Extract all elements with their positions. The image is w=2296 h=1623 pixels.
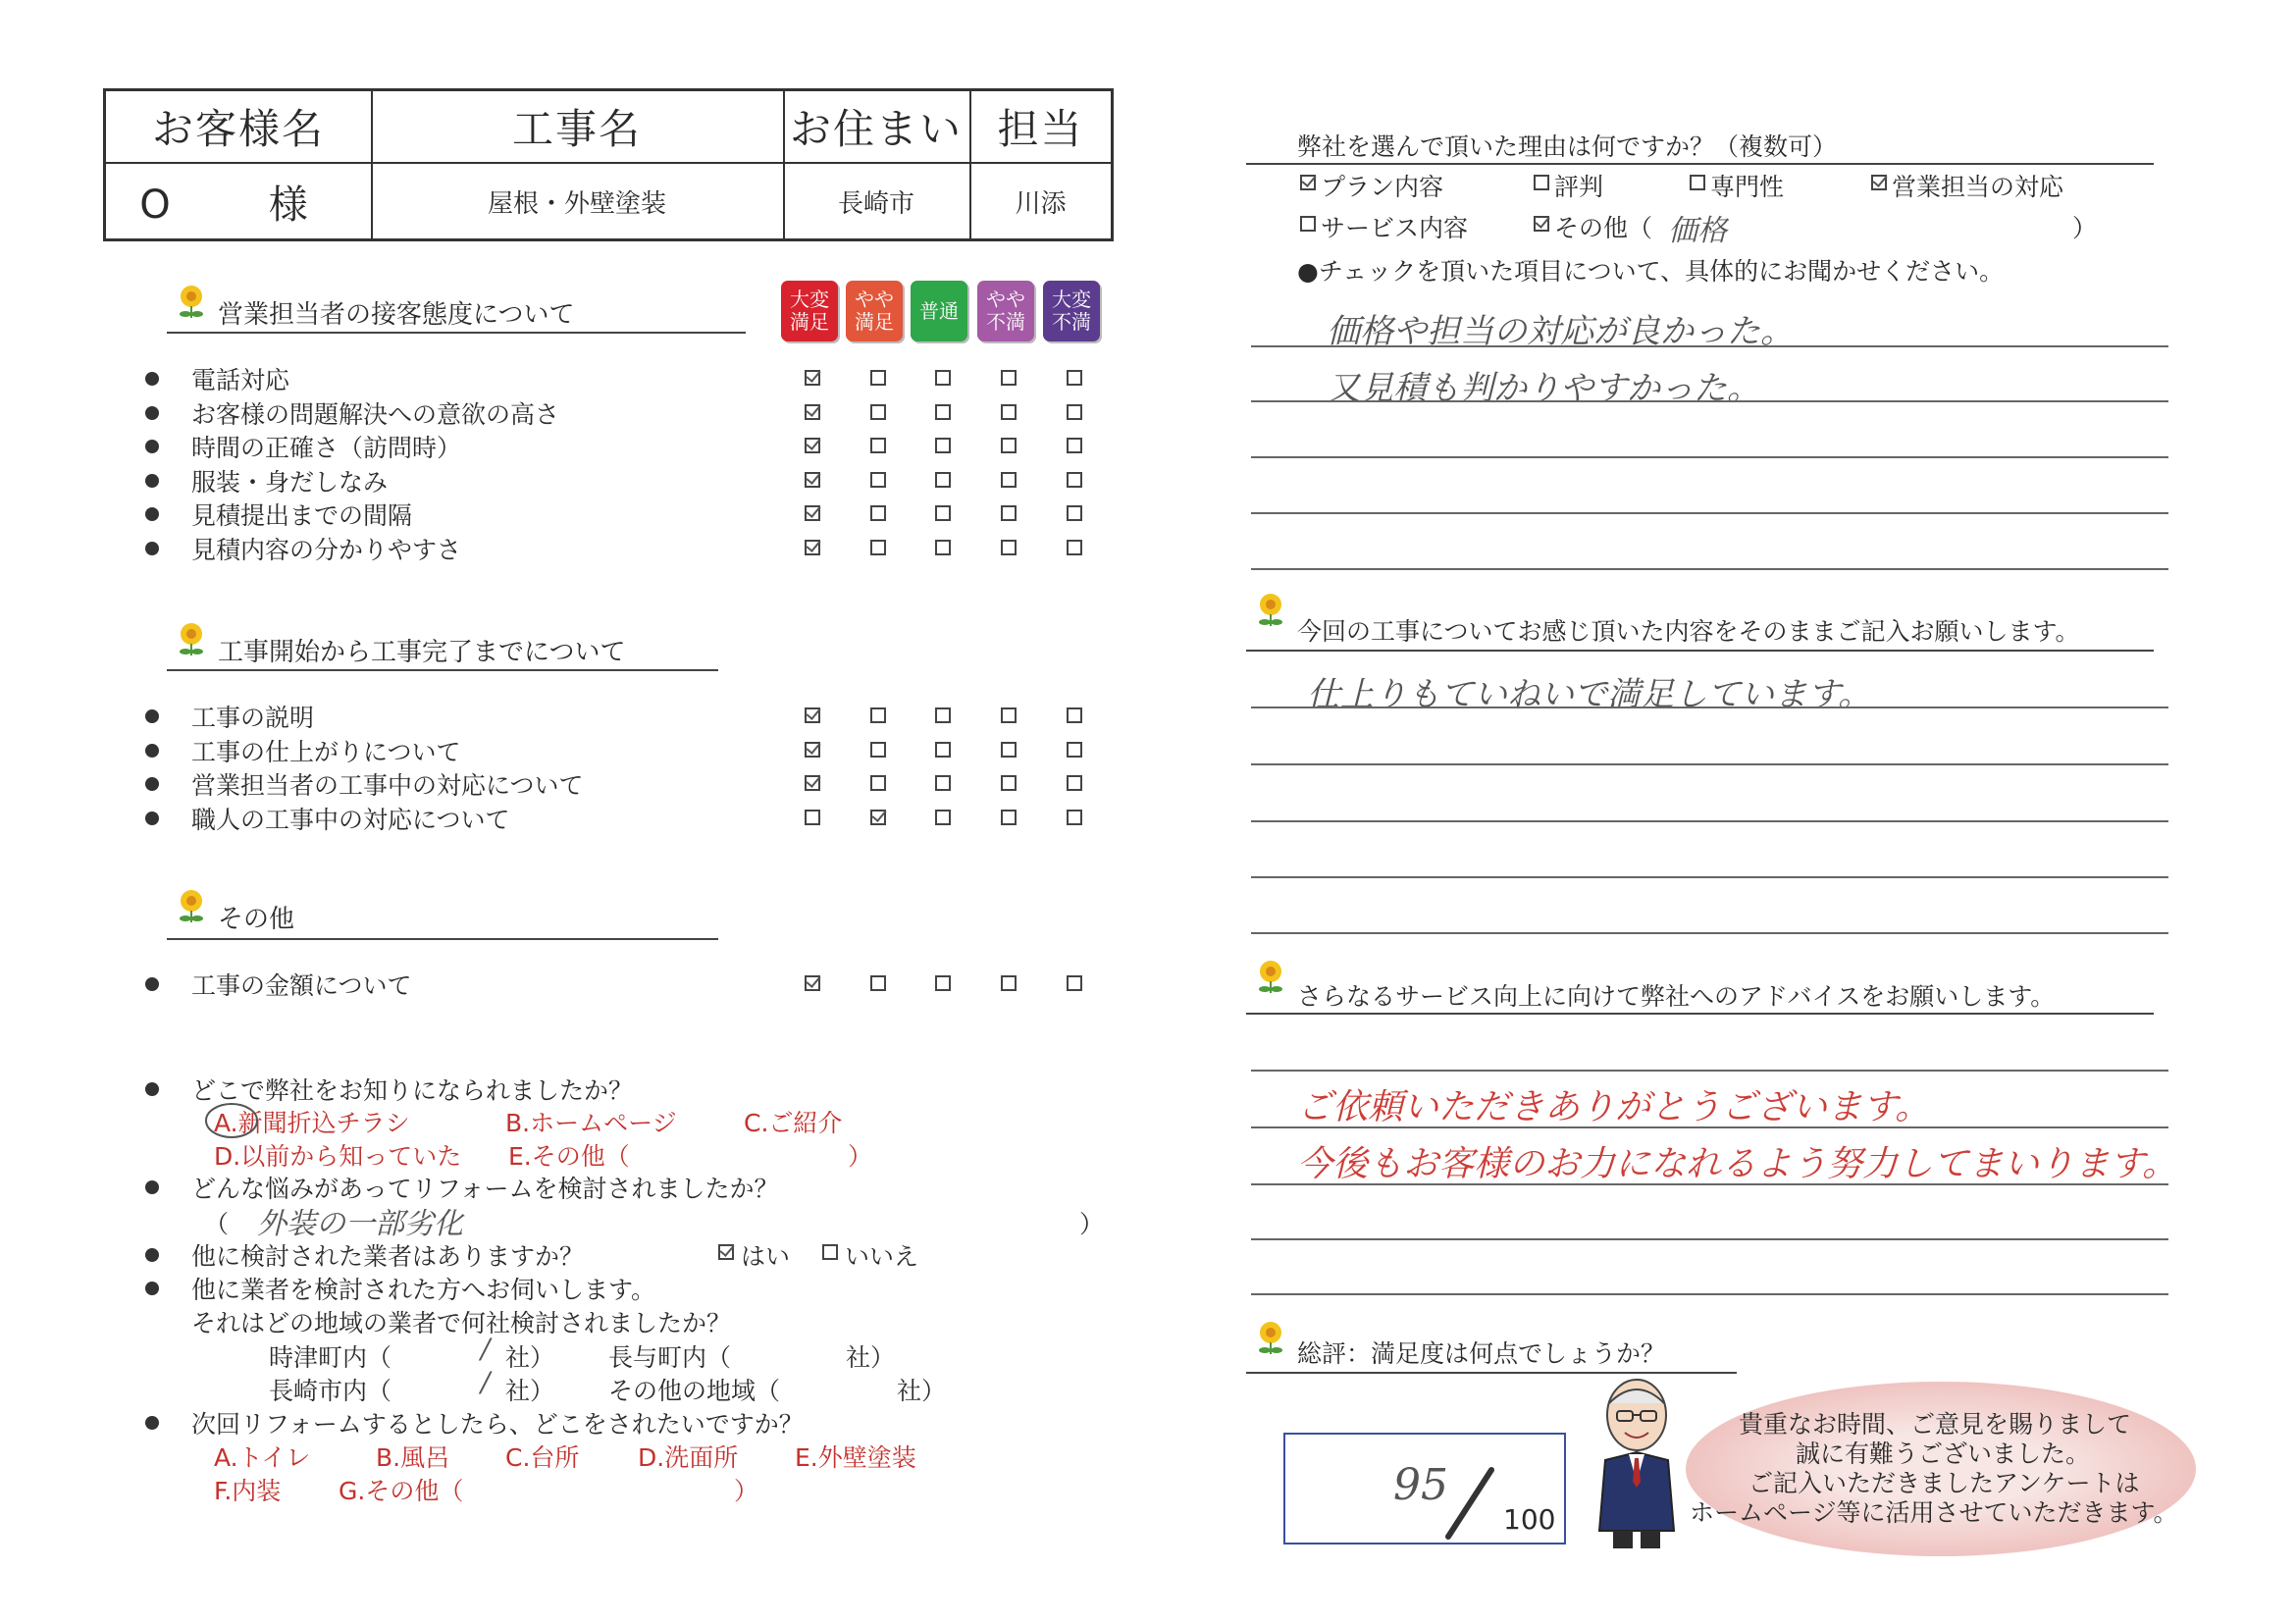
- staff-value: 川添: [1015, 188, 1067, 219]
- sales-item-label-2: 時間の正確さ（訪問時）: [191, 434, 462, 462]
- q5-option-b[interactable]: B.風呂: [376, 1443, 450, 1472]
- work-label: 工事名: [511, 105, 642, 153]
- other-item-0-rating-checkbox-3[interactable]: [1001, 975, 1017, 991]
- q3-text: 他に検討された業者はありますか？: [191, 1242, 585, 1271]
- area-others-unit: 社）: [897, 1377, 947, 1405]
- area-nagasaki-count[interactable]: /: [481, 1366, 491, 1398]
- thanks-line3: ご記入いただきましたアンケートは: [1748, 1469, 2140, 1497]
- sales-item-4-rating-checkbox-0[interactable]: [805, 505, 820, 521]
- construction-item-1-rating-checkbox-2[interactable]: [935, 742, 951, 758]
- construction-item-label-2: 営業担当者の工事中の対応について: [191, 771, 584, 800]
- detail-answer-line1[interactable]: 価格や担当の対応が良かった。: [1327, 312, 1794, 351]
- sales-item-label-4: 見積提出までの間隔: [191, 501, 413, 530]
- sales-item-3-rating-checkbox-4[interactable]: [1067, 472, 1082, 488]
- q1-option-a[interactable]: A.新聞折込チラシ: [214, 1109, 410, 1137]
- construction-item-1-rating-checkbox-0[interactable]: [805, 742, 820, 758]
- sales-item-2-rating-checkbox-3[interactable]: [1001, 438, 1017, 453]
- score-slash: [1440, 1464, 1499, 1543]
- q3-no-label: いいえ: [845, 1242, 919, 1271]
- thanks-line1: 貴重なお時間、ご意見を賜りまして: [1739, 1410, 2132, 1439]
- q1-option-e-close: ）: [848, 1142, 873, 1171]
- q1-text: どこで弊社をお知りになられましたか？: [191, 1076, 634, 1105]
- construction-item-2-rating-checkbox-2[interactable]: [935, 775, 951, 791]
- construction-item-3-rating-checkbox-2[interactable]: [935, 810, 951, 825]
- sales-item-5-rating-checkbox-2[interactable]: [935, 540, 951, 555]
- construction-item-label-1: 工事の仕上がりについて: [191, 737, 461, 766]
- sales-item-1-rating-checkbox-1[interactable]: [870, 404, 886, 420]
- q4-text: 他に業者を検討された方へお伺いします。: [191, 1276, 656, 1304]
- sales-item-4-rating-checkbox-2[interactable]: [935, 505, 951, 521]
- sales-item-2-rating-checkbox-0[interactable]: [805, 438, 820, 453]
- other-item-0-rating-checkbox-2[interactable]: [935, 975, 951, 991]
- construction-item-3-rating-checkbox-4[interactable]: [1067, 810, 1082, 825]
- sales-item-label-1: お客様の問題解決への意欲の高さ: [191, 399, 560, 429]
- q1-option-b[interactable]: B.ホームページ: [505, 1109, 677, 1137]
- other-item-0-rating-checkbox-1[interactable]: [870, 975, 886, 991]
- construction-item-0-rating-checkbox-3[interactable]: [1001, 707, 1017, 723]
- area-tokitsu-count[interactable]: /: [481, 1333, 491, 1365]
- detail-answer-line2[interactable]: 又見積も判かりやすかった。: [1327, 369, 1760, 408]
- sales-item-label-0: 電話対応: [191, 366, 290, 394]
- q5-option-g-close: ）: [734, 1477, 759, 1505]
- customer-label: お客様名: [151, 105, 325, 153]
- q2-answer[interactable]: 外装の一部劣化: [257, 1207, 463, 1241]
- staff-label: 担当: [997, 105, 1084, 153]
- area-tokitsu: 時津町内（: [269, 1343, 392, 1372]
- section-title-construction: 工事開始から工事完了までについて: [218, 638, 626, 667]
- construction-item-2-rating-checkbox-4[interactable]: [1067, 775, 1082, 791]
- reason-title: 弊社を選んで頂いた理由は何ですか？（複数可）: [1297, 132, 1838, 161]
- reason-expertise-label: 専門性: [1710, 173, 1785, 201]
- reason-other-answer[interactable]: 価格: [1668, 214, 1727, 248]
- q5-option-g[interactable]: G.その他（: [339, 1477, 464, 1505]
- bullet: [145, 709, 159, 723]
- bullet: [145, 440, 159, 453]
- bullet: [145, 977, 159, 991]
- sales-item-0-rating-checkbox-4[interactable]: [1067, 370, 1082, 386]
- construction-item-0-rating-checkbox-1[interactable]: [870, 707, 886, 723]
- area-others: その他の地域（: [608, 1377, 781, 1405]
- sales-item-3-rating-checkbox-1[interactable]: [870, 472, 886, 488]
- bullet: [145, 372, 159, 386]
- reason-service-label: サービス内容: [1321, 214, 1469, 242]
- sunflower-icon: [177, 889, 206, 926]
- q3-no-checkbox[interactable]: [822, 1244, 838, 1260]
- reason-sales-label: 営業担当の対応: [1892, 173, 2064, 201]
- q2-text: どんな悩みがあってリフォームを検討されましたか？: [191, 1175, 779, 1203]
- bullet: [145, 507, 159, 521]
- sunflower-icon: [1256, 593, 1285, 630]
- reason-other-checkbox[interactable]: [1534, 216, 1549, 232]
- rating-badge-4: 大変 不満: [1043, 281, 1100, 341]
- bullet: [145, 474, 159, 488]
- sales-item-2-rating-checkbox-1[interactable]: [870, 438, 886, 453]
- customer-value: O 様: [139, 182, 338, 228]
- construction-item-2-rating-checkbox-0[interactable]: [805, 775, 820, 791]
- score-total: 100: [1503, 1503, 1556, 1536]
- q5-option-e[interactable]: E.外壁塗装: [795, 1443, 916, 1472]
- sales-item-0-rating-checkbox-3[interactable]: [1001, 370, 1017, 386]
- bullet: [145, 744, 159, 758]
- thanks-line4: ホームページ等に活用させていただきます。: [1690, 1498, 2178, 1527]
- reason-service-checkbox[interactable]: [1300, 216, 1316, 232]
- construction-item-3-rating-checkbox-0[interactable]: [805, 810, 820, 825]
- sales-item-1-rating-checkbox-4[interactable]: [1067, 404, 1082, 420]
- construction-item-0-rating-checkbox-4[interactable]: [1067, 707, 1082, 723]
- rating-badge-2: 普通: [911, 281, 967, 341]
- sunflower-icon: [177, 622, 206, 659]
- sales-item-3-rating-checkbox-0[interactable]: [805, 472, 820, 488]
- q3-yes-label: はい: [741, 1242, 791, 1271]
- reason-other-close: ）: [2072, 214, 2098, 242]
- other-item-0-rating-checkbox-0[interactable]: [805, 975, 820, 991]
- sales-item-4-rating-checkbox-1[interactable]: [870, 505, 886, 521]
- address-value: 長崎市: [837, 188, 914, 219]
- rating-badge-1: やや 満足: [846, 281, 903, 341]
- area-nagayo-unit: 社）: [846, 1343, 896, 1372]
- advice-reply-line1: ご依頼いただきありがとうございます。: [1297, 1087, 1931, 1127]
- other-item-0-rating-checkbox-4[interactable]: [1067, 975, 1082, 991]
- construction-item-label-3: 職人の工事中の対応について: [191, 805, 510, 834]
- construction-item-2-rating-checkbox-1[interactable]: [870, 775, 886, 791]
- construction-item-3-rating-checkbox-1[interactable]: [870, 810, 886, 825]
- sales-item-label-5: 見積内容の分かりやすさ: [191, 535, 462, 564]
- reason-plan-label: プラン内容: [1321, 173, 1444, 201]
- president-mascot-icon: [1588, 1374, 1686, 1552]
- bullet: [145, 812, 159, 825]
- address-label: お住まい: [789, 105, 963, 153]
- sales-item-1-rating-checkbox-2[interactable]: [935, 404, 951, 420]
- q2-close-paren: ）: [1079, 1210, 1105, 1238]
- sales-item-5-rating-checkbox-4[interactable]: [1067, 540, 1082, 555]
- bullet: [145, 406, 159, 420]
- q5-option-f[interactable]: F.内装: [214, 1477, 282, 1505]
- construction-item-1-rating-checkbox-4[interactable]: [1067, 742, 1082, 758]
- sales-item-5-rating-checkbox-0[interactable]: [805, 540, 820, 555]
- section-title-sales: 営業担当者の接客態度について: [218, 300, 575, 330]
- q5-option-d[interactable]: D.洗面所: [638, 1443, 739, 1472]
- sales-item-5-rating-checkbox-1[interactable]: [870, 540, 886, 555]
- area-nagayo: 長与町内（: [608, 1343, 732, 1372]
- sunflower-icon: [1256, 1321, 1285, 1358]
- bullet: [145, 777, 159, 791]
- rating-badge-3: やや 不満: [977, 281, 1034, 341]
- q2-open-paren: （: [204, 1210, 230, 1238]
- sunflower-icon: [1256, 960, 1285, 997]
- sales-item-label-3: 服装・身だしなみ: [191, 467, 389, 497]
- sunflower-icon: [177, 285, 206, 322]
- score-title: 総評：満足度は何点でしょうか？: [1297, 1339, 1666, 1368]
- reason-other-label: その他（: [1554, 214, 1653, 242]
- reason-reputation-checkbox[interactable]: [1534, 175, 1549, 190]
- sales-item-2-rating-checkbox-2[interactable]: [935, 438, 951, 453]
- other-item-label-0: 工事の金額について: [191, 971, 412, 1000]
- rating-badge-0: 大変 満足: [781, 281, 838, 341]
- advice-title: さらなるサービス向上に向けて弊社へのアドバイスをお願いします。: [1297, 982, 2056, 1011]
- advice-reply-line2: 今後もお客様のお力になれるよう努力してまいります。: [1297, 1144, 2178, 1184]
- q4b-text: それはどの地域の業者で何社検討されましたか？: [191, 1309, 732, 1337]
- q3-yes-checkbox[interactable]: [718, 1244, 734, 1260]
- reason-sales-checkbox[interactable]: [1871, 175, 1887, 190]
- reason-expertise-checkbox[interactable]: [1690, 175, 1705, 190]
- score-value[interactable]: 95: [1393, 1460, 1448, 1510]
- impression-answer-line1[interactable]: 仕上りもていねいで満足しています。: [1307, 675, 1872, 714]
- q1-option-c[interactable]: C.ご紹介: [744, 1109, 843, 1137]
- area-nagasaki-unit: 社）: [505, 1377, 555, 1405]
- handwritten-circle: [202, 1099, 261, 1142]
- sales-item-0-rating-checkbox-1[interactable]: [870, 370, 886, 386]
- q1-option-d[interactable]: D.以前から知っていた: [214, 1142, 462, 1171]
- detail-prompt: ●チェックを頂いた項目について、具体的にお聞かせください。: [1297, 257, 2005, 286]
- sales-item-4-rating-checkbox-3[interactable]: [1001, 505, 1017, 521]
- construction-item-0-rating-checkbox-2[interactable]: [935, 707, 951, 723]
- sales-item-0-rating-checkbox-0[interactable]: [805, 370, 820, 386]
- sales-item-2-rating-checkbox-4[interactable]: [1067, 438, 1082, 453]
- q1-option-e[interactable]: E.その他（: [508, 1142, 630, 1171]
- construction-item-0-rating-checkbox-0[interactable]: [805, 707, 820, 723]
- q5-option-a[interactable]: A.トイレ: [214, 1443, 311, 1472]
- area-nagasaki: 長崎市内（: [269, 1377, 392, 1405]
- construction-item-1-rating-checkbox-1[interactable]: [870, 742, 886, 758]
- bullet: [145, 542, 159, 555]
- sales-item-5-rating-checkbox-3[interactable]: [1001, 540, 1017, 555]
- q5-option-c[interactable]: C.台所: [505, 1443, 580, 1472]
- sales-item-3-rating-checkbox-2[interactable]: [935, 472, 951, 488]
- thanks-line2: 誠に有難うございました。: [1796, 1440, 2091, 1468]
- sales-item-1-rating-checkbox-3[interactable]: [1001, 404, 1017, 420]
- construction-item-1-rating-checkbox-3[interactable]: [1001, 742, 1017, 758]
- construction-item-2-rating-checkbox-3[interactable]: [1001, 775, 1017, 791]
- sales-item-1-rating-checkbox-0[interactable]: [805, 404, 820, 420]
- header-table: [103, 88, 1114, 241]
- sales-item-4-rating-checkbox-4[interactable]: [1067, 505, 1082, 521]
- impression-title: 今回の工事についてお感じ頂いた内容をそのままご記入お願いします。: [1297, 617, 2080, 646]
- section-title-other: その他: [218, 905, 295, 934]
- construction-item-3-rating-checkbox-3[interactable]: [1001, 810, 1017, 825]
- construction-item-label-0: 工事の説明: [191, 704, 315, 732]
- reason-reputation-label: 評判: [1554, 173, 1604, 201]
- reason-plan-checkbox[interactable]: [1300, 175, 1316, 190]
- q5-text: 次回リフォームするとしたら、どこをされたいですか？: [191, 1410, 804, 1439]
- sales-item-0-rating-checkbox-2[interactable]: [935, 370, 951, 386]
- sales-item-3-rating-checkbox-3[interactable]: [1001, 472, 1017, 488]
- area-tokitsu-unit: 社）: [505, 1343, 555, 1372]
- work-value: 屋根・外壁塗装: [487, 188, 666, 219]
